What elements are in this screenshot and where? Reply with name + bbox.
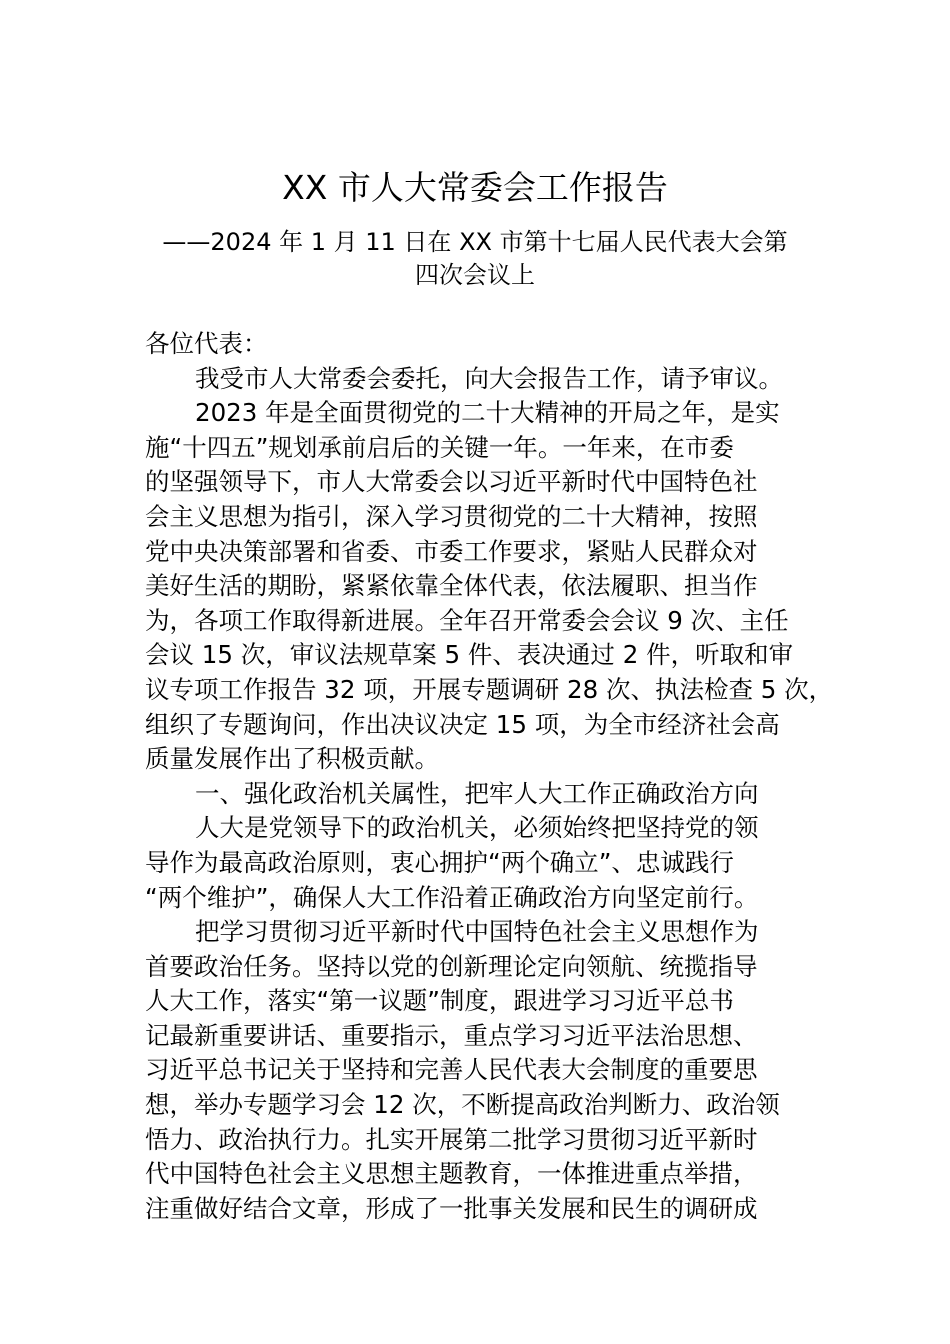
paragraph-line: 导作为最高政治原则，衷心拥护“两个确立”、忠诚践行 [145, 847, 734, 877]
paragraph-line: 习近平总书记关于坚持和完善人民代表大会制度的重要思 [145, 1055, 758, 1085]
paragraph-line: 悟力、政治执行力。扎实开展第二批学习贯彻习近平新时 [145, 1124, 758, 1154]
document-subtitle [60, 226, 890, 292]
paragraph-line: 想，举办专题学习会 12 次，不断提高政治判断力、政治领 [145, 1090, 780, 1120]
section-heading: 一、强化政治机关属性，把牢人大工作正确政治方向 [195, 778, 759, 808]
paragraph-line: 记最新重要讲话、重要指示，重点学习习近平法治思想、 [145, 1020, 758, 1050]
subtitle-line: ——2024 年 1 月 11 日在 XX 市第十七届人民代表大会第 [162, 228, 788, 256]
paragraph-line: 议专项工作报告 32 项，开展专题调研 28 次、执法检查 5 次， [145, 674, 834, 704]
paragraph-line: 代中国特色社会主义思想主题教育，一体推进重点举措， [145, 1159, 758, 1189]
paragraph-line: 施“十四五”规划承前启后的关键一年。一年来，在市委 [145, 432, 734, 462]
paragraph-line: 的坚强领导下，市人大常委会以习近平新时代中国特色社 [145, 467, 758, 497]
document-body [145, 327, 845, 1226]
paragraph-line: 首要政治任务。坚持以党的创新理论定向领航、统揽指导 [145, 951, 758, 981]
document-title: XX 市人大常委会工作报告 [282, 168, 668, 207]
salutation: 各位代表： [145, 329, 268, 358]
paragraph-line: 为，各项工作取得新进展。全年召开常委会会议 9 次、主任 [145, 605, 789, 635]
paragraph-line: 质量发展作出了积极贡献。 [145, 744, 439, 774]
paragraph-line: 把学习贯彻习近平新时代中国特色社会主义思想作为 [195, 917, 759, 947]
paragraph-line: 党中央决策部署和省委、市委工作要求，紧贴人民群众对 [145, 536, 758, 566]
paragraph-line: 人大是党领导下的政治机关，必须始终把坚持党的领 [195, 813, 759, 843]
paragraph-line: 2023 年是全面贯彻党的二十大精神的开局之年，是实 [195, 398, 780, 428]
paragraph-line: “两个维护”，确保人大工作沿着正确政治方向坚定前行。 [145, 882, 759, 912]
subtitle-line: 四次会议上 [415, 261, 535, 289]
paragraph-line: 会议 15 次，审议法规草案 5 件、表决通过 2 件，听取和审 [145, 640, 794, 670]
paragraph-line: 组织了专题询问，作出决议决定 15 项，为全市经济社会高 [145, 709, 780, 739]
paragraph-line: 会主义思想为指引，深入学习贯彻党的二十大精神，按照 [145, 501, 758, 531]
paragraph-line: 人大工作，落实“第一议题”制度，跟进学习习近平总书 [145, 986, 734, 1016]
paragraph-line: 美好生活的期盼，紧紧依靠全体代表，依法履职、担当作 [145, 571, 758, 601]
paragraph-line: 注重做好结合文章，形成了一批事关发展和民生的调研成 [145, 1193, 758, 1223]
paragraph-line: 我受市人大常委会委托，向大会报告工作，请予审议。 [195, 363, 783, 393]
